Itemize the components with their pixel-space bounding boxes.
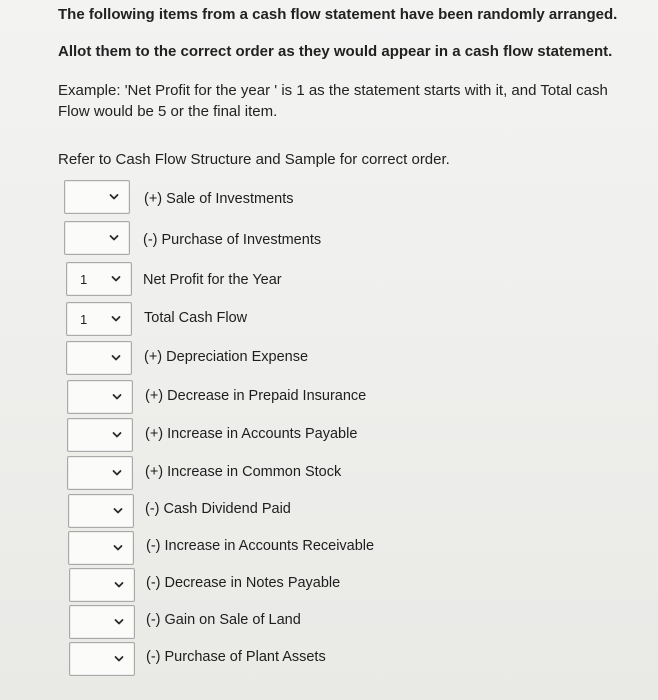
chevron-down-icon xyxy=(111,353,121,363)
refer-text: Refer to Cash Flow Structure and Sample for correct order. xyxy=(58,151,450,168)
order-select[interactable] xyxy=(66,341,132,375)
item-label: (-) Purchase of Investments xyxy=(143,232,322,248)
order-row xyxy=(0,221,640,259)
order-select[interactable] xyxy=(67,456,133,490)
order-select[interactable] xyxy=(69,642,135,676)
order-select[interactable] xyxy=(67,418,133,452)
order-row xyxy=(0,262,640,300)
order-select[interactable] xyxy=(66,262,132,296)
order-select[interactable] xyxy=(68,494,134,528)
chevron-down-icon xyxy=(111,314,121,324)
chevron-down-icon xyxy=(113,506,123,516)
chevron-down-icon xyxy=(114,617,124,627)
item-label: (-) Gain on Sale of Land xyxy=(146,612,301,628)
order-select[interactable] xyxy=(68,531,134,565)
item-label: (+) Decrease in Prepaid Insurance xyxy=(145,388,367,404)
order-select[interactable] xyxy=(64,221,130,255)
order-select[interactable] xyxy=(69,605,135,639)
item-label: Net Profit for the Year xyxy=(143,272,282,288)
item-label: (-) Decrease in Notes Payable xyxy=(146,575,341,591)
chevron-down-icon xyxy=(112,430,122,440)
order-row xyxy=(0,531,640,569)
order-row xyxy=(0,456,640,494)
chevron-down-icon xyxy=(111,274,121,284)
chevron-down-icon xyxy=(113,543,123,553)
item-label: (-) Cash Dividend Paid xyxy=(145,501,291,517)
item-label: (-) Increase in Accounts Receivable xyxy=(146,538,375,554)
order-row xyxy=(0,380,640,418)
order-select-value: 1 xyxy=(80,312,88,327)
order-row xyxy=(0,642,640,680)
order-select-value: 1 xyxy=(80,272,88,287)
item-label: Total Cash Flow xyxy=(144,310,248,326)
instruction-line-2: Allot them to the correct order as they would appear in a cash flow statement. xyxy=(58,43,613,60)
item-label: (+) Increase in Accounts Payable xyxy=(145,426,358,442)
example-text: Example: 'Net Profit for the year ' is 1 as the statement starts with it, and Total cash Flow would be 5 or the final item. xyxy=(58,82,608,120)
order-select[interactable] xyxy=(69,568,135,602)
item-label: (+) Depreciation Expense xyxy=(144,349,309,365)
order-row xyxy=(0,341,640,379)
chevron-down-icon xyxy=(114,654,124,664)
order-select[interactable] xyxy=(64,180,130,214)
order-select[interactable] xyxy=(67,380,133,414)
order-row xyxy=(0,180,640,218)
item-label: (+) Increase in Common Stock xyxy=(145,464,342,480)
chevron-down-icon xyxy=(112,392,122,402)
order-row xyxy=(0,418,640,456)
item-label: (+) Sale of Investments xyxy=(144,191,294,207)
chevron-down-icon xyxy=(109,233,119,243)
order-row xyxy=(0,605,640,643)
order-select[interactable] xyxy=(66,302,132,336)
item-label: (-) Purchase of Plant Assets xyxy=(146,649,326,665)
chevron-down-icon xyxy=(114,580,124,590)
order-row xyxy=(0,568,640,606)
chevron-down-icon xyxy=(109,192,119,202)
chevron-down-icon xyxy=(112,468,122,478)
order-row xyxy=(0,494,640,532)
instruction-line-1: The following items from a cash flow statement have been randomly arranged. xyxy=(58,6,618,23)
order-row xyxy=(0,302,640,340)
